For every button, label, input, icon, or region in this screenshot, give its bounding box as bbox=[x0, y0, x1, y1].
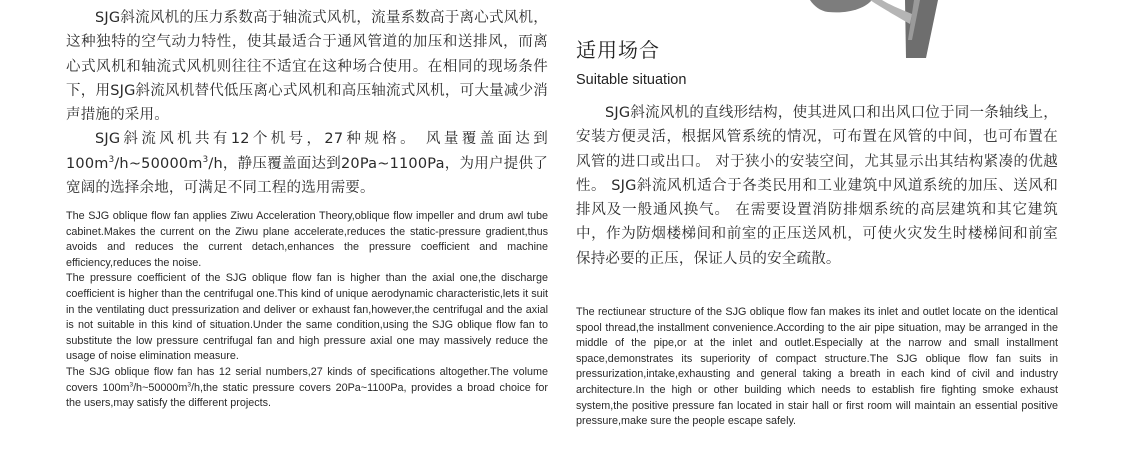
left-cn-spec-mid: /h~50000m bbox=[114, 155, 203, 172]
sup-3: 3 bbox=[129, 380, 134, 388]
section-title: 适用场合 bbox=[576, 38, 660, 62]
fan-photo-icon bbox=[810, 0, 958, 58]
sup-3: 3 bbox=[108, 154, 115, 165]
left-cn-paragraph-spec bbox=[66, 127, 548, 200]
left-en-paragraph-1: The SJG oblique flow fan applies Ziwu Acceleration Theory,oblique flow impeller and drum awl tube cabinet.Makes the current on the Ziwu plane accelerate,reduces the static-pressure gradient,thus avoids and reduces the current detach,enhances the pressure coefficient and machine efficiency,reduces the noise. bbox=[66, 210, 548, 269]
left-cn-spec-pre: SJG斜流风机共有12个机号，27种规格。 风量覆盖面达到100m bbox=[66, 131, 548, 172]
left-english-text bbox=[66, 209, 548, 412]
left-chinese-text bbox=[66, 6, 548, 200]
left-cn-paragraph-1: SJG斜流风机的压力系数高于轴流式风机，流量系数高于离心式风机，这种独特的空气动力特性，使其最适合于通风管道的加压和送排风，而离心式风机和轴流式风机则往往不适宜在这种场合使用。在相同的现场条件下，用SJG斜流风机替代低压离心式风机和高压轴流式风机，可大量减少消声措施的采用。 bbox=[66, 10, 548, 124]
left-en-paragraph-spec bbox=[66, 365, 548, 412]
left-en-spec-mid: /h~50000m bbox=[133, 381, 188, 394]
right-cn-paragraph: SJG斜流风机的直线形结构，使其进风口和出风口位于同一条轴线上，安装方便灵活，根据风管系统的情况，可布置在风管的中间，也可布置在风管的进口或出口。 对于狭小的安装空间，尤其显示出其结构紧凑的优越性。 SJG斜流风机适合于各类民用和工业建筑中风道系统的加压、送风和排风及一般通风换气。 在需要设置消防排烟系统的高层建筑和其它建筑中，作为防烟楼梯间和前室的正压送风机，可使火灾发生时楼梯间和前室保持必要的正压，保证人员的安全疏散。 bbox=[576, 105, 1058, 267]
left-en-paragraph-2: The pressure coefficient of the SJG oblique flow fan is higher than the axial one,the discharge coefficient is higher than the centrifugal one.This kind of unique aerodynamic characteristic,lets it suit in the ventilating duct pressurization and deliver or exhaust fan,however,the centrifugal and the axial is not suitable in this kind of situation.Under the same condition,using the SJG oblique flow fan to substitute the low pressure centrifugal fan and high pressure axial one may massively reduce the usage of noise elimination measure. bbox=[66, 272, 548, 363]
right-en-paragraph: The rectiunear structure of the SJG oblique flow fan makes its inlet and outlet locate on the identical spool thread,the installment convenience.According to the air pipe situation, may be arranged in the middle of the pipe,or at the inlet and outlet.Especially at the narrow and small installment space,demonstrates its superiority of compact structure.The SJG oblique flow fan suits in pressurization,intake,exhausting and general taking a breath in each kind of civil and industry architecture.In the high or other building which needs to establish fire fighting smoke exhaust system,the positive pressure fan located in stair hall or first room will maintain an essential positive pressure,make sure the people escape safely. bbox=[576, 306, 1058, 428]
section-subtitle: Suitable situation bbox=[576, 72, 687, 88]
left-en-spec-post: /h,the static pressure covers 20Pa~1100Pa, provides a broad choice for the users,may satisfy the different projects. bbox=[66, 381, 548, 410]
sup-3: 3 bbox=[202, 154, 209, 165]
right-chinese-text bbox=[576, 101, 1058, 271]
left-en-spec-pre: The SJG oblique flow fan has 12 serial numbers,27 kinds of specifications altogether.The volume covers 100m bbox=[66, 365, 548, 394]
right-english-text bbox=[576, 305, 1058, 430]
left-cn-spec-post: /h，静压覆盖面达到20Pa~1100Pa，为用户提供了宽阔的选择余地，可满足不同工程的选用需要。 bbox=[66, 155, 548, 197]
sup-3: 3 bbox=[187, 380, 191, 388]
